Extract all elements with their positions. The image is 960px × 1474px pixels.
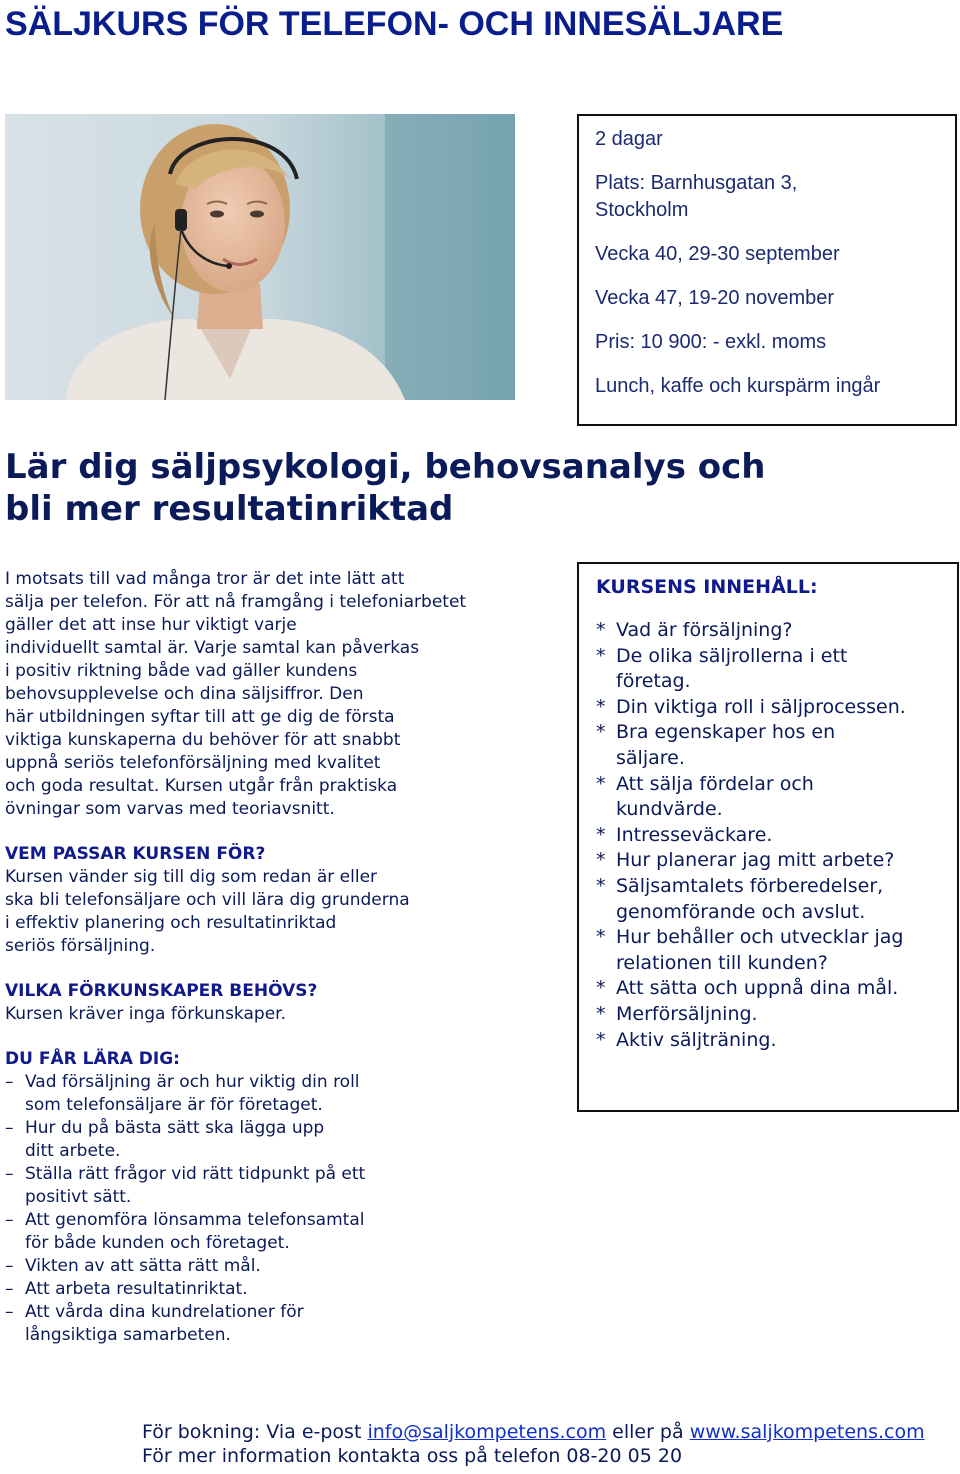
learn-heading: DU FÅR LÄRA DIG: xyxy=(5,1049,180,1069)
course-info-box xyxy=(577,114,957,426)
who-paragraph xyxy=(5,866,565,958)
page-title: SÄLJKURS FÖR TELEFON- OCH INNESÄLJARE xyxy=(5,5,784,43)
list-item: * Bra egenskaper hos en säljare. xyxy=(596,720,957,771)
prereq-heading: VILKA FÖRKUNSKAPER BEHÖVS? xyxy=(5,981,318,1001)
who-line: seriös försäljning. xyxy=(5,936,156,956)
intro-paragraph xyxy=(5,568,565,821)
list-item: * Vad är försäljning? xyxy=(596,618,957,644)
list-item: * Hur planerar jag mitt arbete? xyxy=(596,848,957,874)
intro-line: här utbildningen syftar till att ge dig de första xyxy=(5,707,395,727)
footer xyxy=(142,1421,925,1468)
duration-text: 2 dagar xyxy=(595,128,663,150)
list-item: – Att genomföra lönsamma telefonsamtal för både kunden och företaget. xyxy=(5,1209,565,1255)
list-item: – Att vårda dina kundrelationer för långsiktiga samarbeten. xyxy=(5,1301,565,1347)
date-week47-text: Vecka 47, 19-20 november xyxy=(595,287,835,309)
phone-line: För mer information kontakta oss på telefon 08-20 05 20 xyxy=(142,1444,683,1467)
who-line: i effektiv planering och resultatinriktad xyxy=(5,913,337,933)
prereq-text: Kursen kräver inga förkunskaper. xyxy=(5,1004,286,1024)
list-item: – Att arbeta resultatinriktat. xyxy=(5,1278,565,1301)
list-item: * Att sälja fördelar och kundvärde. xyxy=(596,772,957,823)
list-item: * Aktiv säljträning. xyxy=(596,1028,957,1054)
headline-line: bli mer resultatinriktad xyxy=(5,489,454,529)
intro-line: gäller det att inse hur viktigt varje xyxy=(5,615,297,635)
list-item: * De olika säljrollerna i ett företag. xyxy=(596,644,957,695)
intro-line: I motsats till vad många tror är det inte lätt att xyxy=(5,569,405,589)
list-item: * Att sätta och uppnå dina mål. xyxy=(596,976,957,1002)
list-item: * Merförsäljning. xyxy=(596,1002,957,1028)
location-text: Plats: Barnhusgatan 3, Stockholm xyxy=(595,172,798,221)
who-heading: VEM PASSAR KURSEN FÖR? xyxy=(5,844,266,864)
price-text: Pris: 10 900: - exkl. moms xyxy=(595,331,827,353)
list-item: * Säljsamtalets förberedelser, genomförande och avslut. xyxy=(596,874,957,925)
email-link[interactable]: info@saljkompetens.com xyxy=(367,1421,607,1443)
who-line: Kursen vänder sig till dig som redan är eller xyxy=(5,867,378,887)
intro-line: övningar som varvas med teoriavsnitt. xyxy=(5,799,335,819)
list-item: * Hur behåller och utvecklar jag relationen till kunden? xyxy=(596,925,957,976)
list-item: – Hur du på bästa sätt ska lägga upp ditt arbete. xyxy=(5,1117,565,1163)
headset-woman-photo xyxy=(5,114,515,400)
list-item: – Ställa rätt frågor vid rätt tidpunkt på ett positivt sätt. xyxy=(5,1163,565,1209)
course-description xyxy=(5,568,565,1347)
contents-heading: KURSENS INNEHÅLL: xyxy=(596,576,818,598)
intro-line: och goda resultat. Kursen utgår från praktiska xyxy=(5,776,398,796)
list-item: * Intresseväckare. xyxy=(596,823,957,849)
who-line: ska bli telefonsäljare och vill lära dig grunderna xyxy=(5,890,410,910)
course-contents-box xyxy=(577,562,959,1112)
list-item: * Din viktiga roll i säljprocessen. xyxy=(596,695,957,721)
list-item: – Vikten av att sätta rätt mål. xyxy=(5,1255,565,1278)
intro-line: uppnå seriös telefonförsäljning med kvalitet xyxy=(5,753,381,773)
list-item: – Vad försäljning är och hur viktig din roll som telefonsäljare är för företaget. xyxy=(5,1071,565,1117)
intro-line: behovsupplevelse och dina säljsiffror. Den xyxy=(5,684,364,704)
included-text: Lunch, kaffe och kurspärm ingår xyxy=(595,375,881,397)
headline xyxy=(5,446,765,530)
intro-line: sälja per telefon. För att nå framgång i telefoniarbetet xyxy=(5,592,467,612)
intro-line: individuellt samtal är. Varje samtal kan påverkas xyxy=(5,638,420,658)
website-link[interactable]: www.saljkompetens.com xyxy=(689,1421,925,1443)
intro-line: i positiv riktning både vad gäller kundens xyxy=(5,661,358,681)
contents-list xyxy=(596,618,957,1053)
headline-line: Lär dig säljpsykologi, behovsanalys och xyxy=(5,447,766,487)
learn-list xyxy=(5,1071,565,1347)
booking-line: För bokning: Via e-post info@saljkompetens.com eller på www.saljkompetens.com xyxy=(142,1421,925,1443)
intro-line: viktiga kunskaperna du behöver för att snabbt xyxy=(5,730,401,750)
date-week40-text: Vecka 40, 29-30 september xyxy=(595,243,840,265)
